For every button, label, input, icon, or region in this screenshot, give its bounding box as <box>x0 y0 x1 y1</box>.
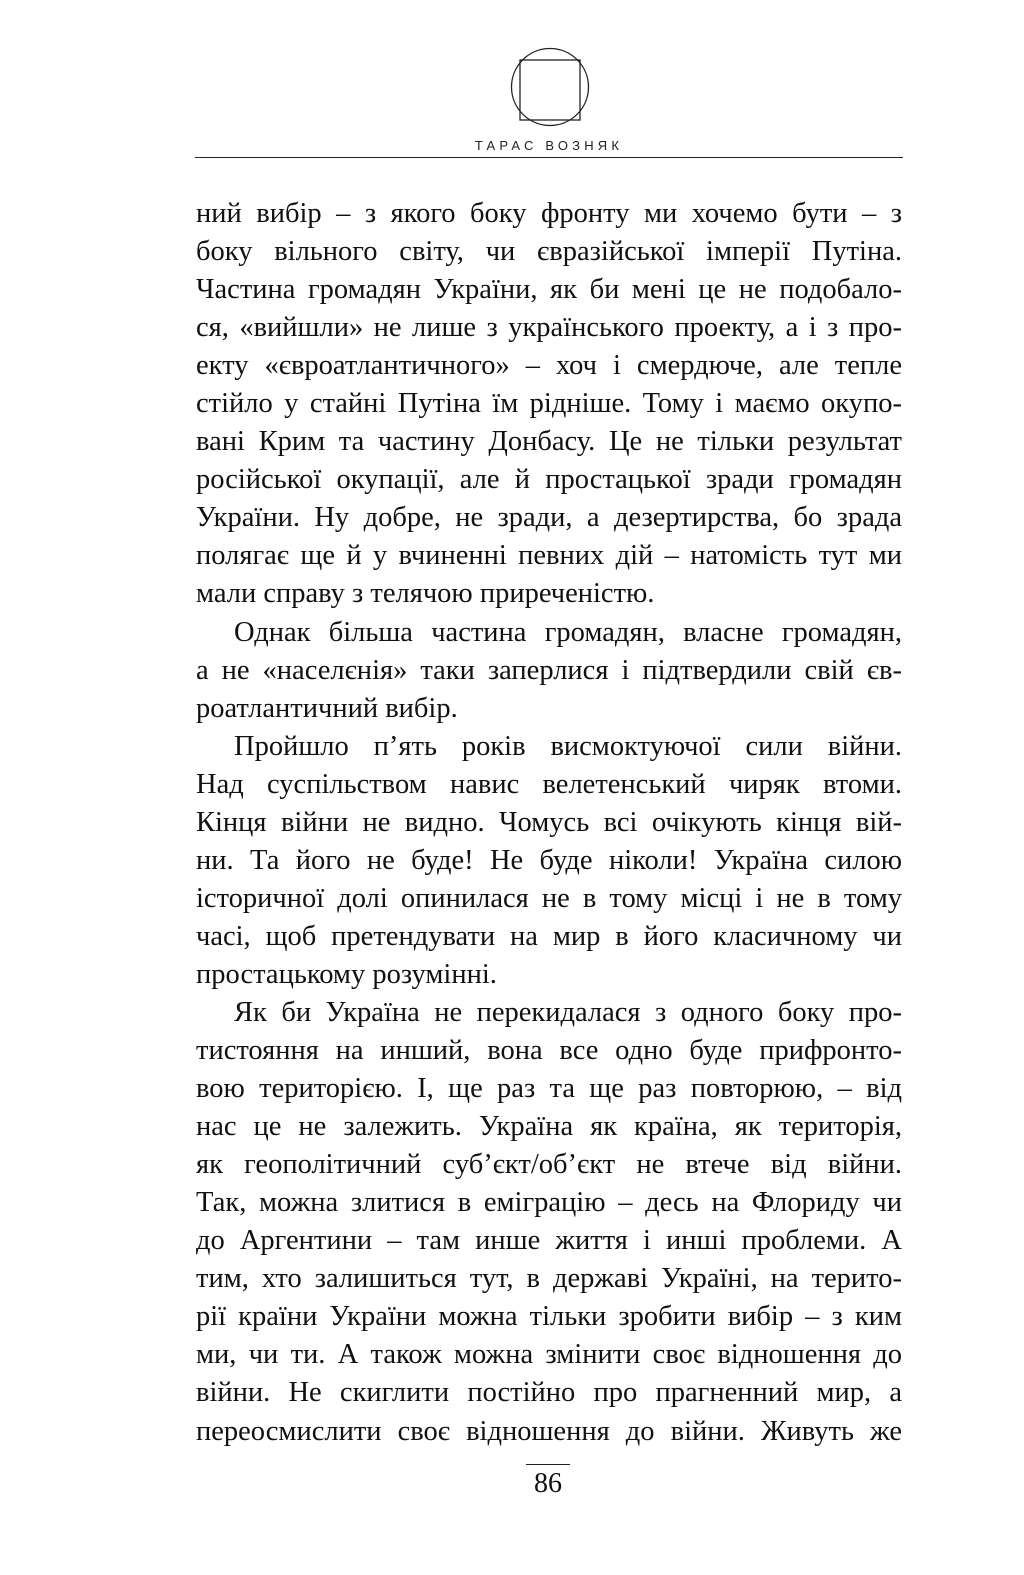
text-line: історичної долі опинилася не в тому місці і не в тому <box>196 882 902 914</box>
text-line: простацькому розумінні. <box>196 958 497 990</box>
running-head: ТАРАС ВОЗНЯК <box>474 138 624 153</box>
page-number: 86 <box>534 1468 562 1499</box>
text-line: стійло у стайні Путіна їм рідніше. Тому і маємо окупо- <box>196 388 902 420</box>
text-line: мали справу з телячою приреченістю. <box>196 578 655 610</box>
text-line: Частина громадян України, як би мені це не подобало- <box>196 274 902 306</box>
text-line: ний вибір – з якого боку фронту ми хочемо бути – з <box>196 198 902 229</box>
text-line: часі, щоб претендувати на мир в його класичному чи <box>196 920 902 952</box>
text-line: тистояння на инший, вона все одно буде прифронто- <box>196 1035 902 1067</box>
paragraph-first-line: Пройшло п’ять років висмоктуючої сили війни. <box>234 730 902 762</box>
text-line: роатлантичний вибір. <box>196 692 458 724</box>
text-line: вою територією. І, ще раз та ще раз повторюю, – від <box>196 1073 902 1105</box>
text-line: тим, хто залишиться тут, в державі Україні, на терито- <box>196 1263 902 1295</box>
text-line: війни. Не скиглити постійно про прагненний мир, а <box>196 1377 902 1409</box>
header-rule <box>195 157 903 158</box>
text-line: Так, можна злитися в еміграцію – десь на Флориду чи <box>196 1187 902 1219</box>
text-line: екту «євроатлантичного» – хоч і смердюче, але тепле <box>196 350 902 382</box>
paragraph-first-line: Однак більша частина громадян, власне громадян, <box>234 616 902 648</box>
text-line: переосмислити своє відношення до війни. Живуть же <box>196 1415 902 1447</box>
page-number-rule <box>526 1464 570 1465</box>
text-line: а не «населєнія» таки заперлися і підтвердили свій єв- <box>196 654 902 686</box>
body-text <box>196 195 902 1451</box>
text-line: ми, чи ти. А також можна змінити своє відношення до <box>196 1339 902 1371</box>
text-line: як геополітичний суб’єкт/об’єкт не втече від війни. <box>196 1149 902 1181</box>
text-line: ни. Та його не буде! Не буде ніколи! Україна силою <box>196 844 902 876</box>
text-line: до Аргентини – там инше життя і инші проблеми. А <box>196 1225 902 1257</box>
paragraph-first-line: Як би Україна не перекидалася з одного боку про- <box>234 996 902 1028</box>
text-line: рії країни України можна тільки зробити вибір – з ким <box>196 1301 902 1333</box>
text-line: боку вільного світу, чи євразійської імперії Путіна. <box>196 236 902 268</box>
text-line: ся, «вийшли» не лише з українського проекту, а і з про- <box>196 312 902 344</box>
circle-square-logo-icon <box>510 47 590 127</box>
text-line: Над суспільством навис велетенський чиряк втоми. <box>196 768 902 800</box>
text-line: нас це не залежить. Україна як країна, як територія, <box>196 1111 902 1143</box>
text-line: вані Крим та частину Донбасу. Це не тільки результат <box>196 426 902 458</box>
text-line: російської окупації, але й простацької зради громадян <box>196 464 902 496</box>
text-line: полягає ще й у вчиненні певних дій – натомість тут ми <box>196 540 902 572</box>
text-line: Кінця війни не видно. Чомусь всі очікують кінця вій- <box>196 806 902 838</box>
text-line: України. Ну добре, не зради, а дезертирства, бо зрада <box>196 502 902 534</box>
